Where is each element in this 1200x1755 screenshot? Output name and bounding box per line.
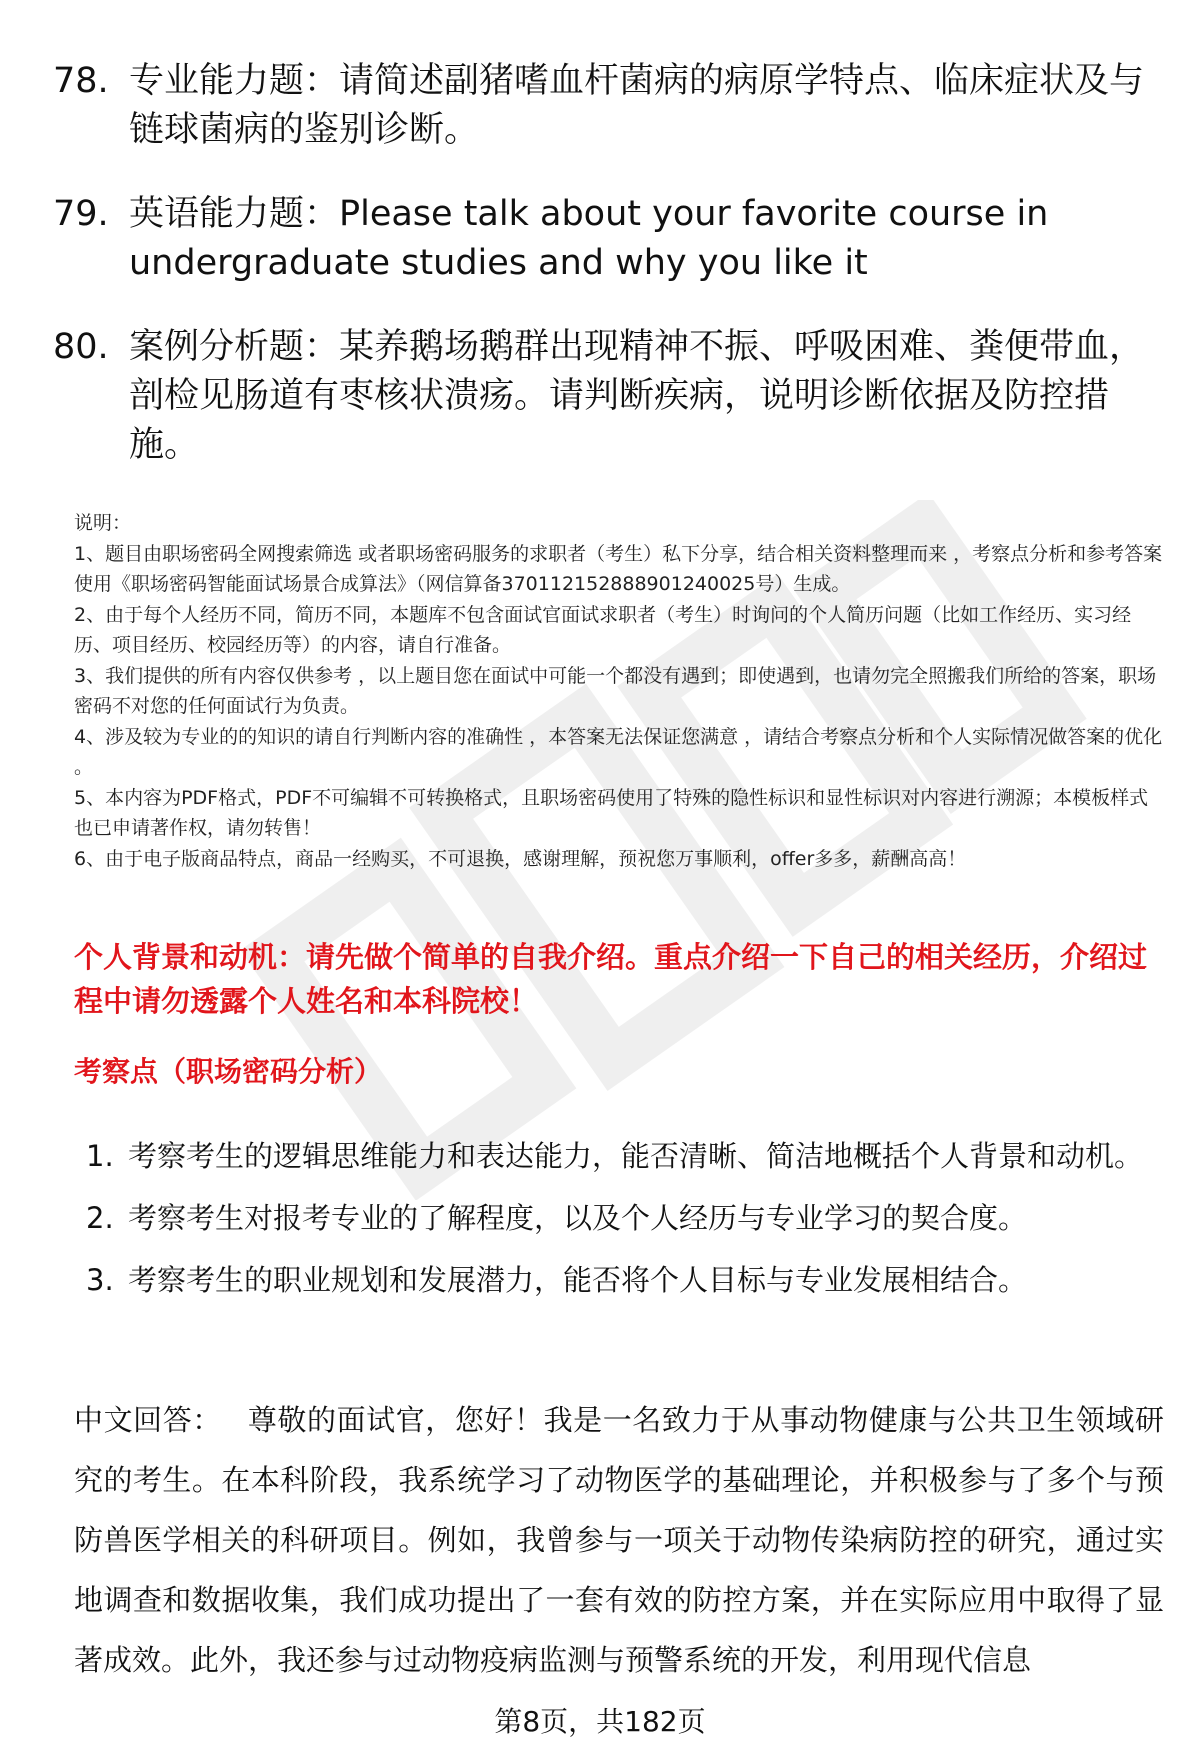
answer-text: 尊敬的面试官，您好！我是一名致力于从事动物健康与公共卫生领域研究的考生。在本科阶段，我系统学习了动物医学的基础理论，并积极参与了多个与预防兽医学相关的科研项目。例如，我曾参与一项关于动物传染病防控的研究，通过实地调查和数据收集，我们成功提出了一套有效的防控方案，并在实际应用中取得了显著成效。此外，我还参与过动物疫病监测与预警系统的开发，利用现代信息 <box>74 1403 1164 1677</box>
kaochadian-heading: 考察点（职场密码分析） <box>74 1055 383 1088</box>
question-text: 专业能力题：请简述副猪嗜血杆菌病的病原学特点、临床症状及与链球菌病的鉴别诊断。 <box>129 61 1145 150</box>
question-text: 案例分析题：某养鹅场鹅群出现精神不振、呼吸困难、粪便带血，剖检见肠道有枣核状溃疡。请判断疾病，说明诊断依据及防控措施。 <box>129 327 1145 465</box>
question-78 <box>53 57 1153 155</box>
note-item: 3、我们提供的所有内容仅供参考 ，以上题目您在面试中可能一个都没有遇到；即使遇到，也请勿完全照搬我们所给的答案，职场密码不对您的任何面试行为负责。 <box>74 664 1157 717</box>
list-item <box>86 1187 1146 1249</box>
question-80 <box>53 323 1153 470</box>
question-number: 80. <box>53 327 109 367</box>
interview-question-heading: 个人背景和动机：请先做个简单的自我介绍。重点介绍一下自己的相关经历，介绍过程中请勿透露个人姓名和本科院校！ <box>74 940 1148 1018</box>
list-number: 1. <box>86 1139 114 1173</box>
note-item: 1、题目由职场密码全网搜索筛选 或者职场密码服务的求职者（考生）私下分享，结合相关资料整理而来 ，考察点分析和参考答案使用《职场密码智能面试场景合成算法》（网信算备370112152888901240025号）生成。 <box>74 542 1163 595</box>
notes-section <box>74 508 1164 874</box>
answer-label: 中文回答： <box>74 1403 222 1437</box>
question-number: 79. <box>53 194 109 234</box>
list-number: 2. <box>86 1201 114 1235</box>
kaochadian-list <box>86 1125 1146 1311</box>
question-text: 英语能力题：Please talk about your favorite course in undergraduate studies and why you like it <box>129 194 1049 283</box>
note-item: 6、由于电子版商品特点，商品一经购买，不可退换，感谢理解，预祝您万事顺利，offer多多，薪酬高高！ <box>74 847 967 870</box>
list-number: 3. <box>86 1263 114 1297</box>
list-text: 考察考生的职业规划和发展潜力，能否将个人目标与专业发展相结合。 <box>128 1263 1028 1297</box>
notes-title: 说明： <box>74 512 132 534</box>
list-item <box>86 1125 1146 1187</box>
question-number: 78. <box>53 61 109 101</box>
list-text: 考察考生对报考专业的了解程度，以及个人经历与专业学习的契合度。 <box>128 1201 1028 1235</box>
note-item: 5、本内容为PDF格式，PDF不可编辑不可转换格式，且职场密码使用了特殊的隐性标识和显性标识对内容进行溯源；本模板样式也已申请著作权，请勿转售！ <box>74 786 1149 839</box>
note-item: 2、由于每个人经历不同，简历不同，本题库不包含面试官面试求职者（考生）时询问的个人简历问题（比如工作经历、实习经历、项目经历、校园经历等）的内容，请自行准备。 <box>74 603 1132 656</box>
page-number: 第8页，共182页 <box>494 1705 706 1738</box>
answer-paragraph <box>74 1390 1164 1690</box>
list-text: 考察考生的逻辑思维能力和表达能力，能否清晰、简洁地概括个人背景和动机。 <box>128 1139 1144 1173</box>
question-79 <box>53 190 1153 288</box>
note-item: 4、涉及较为专业的的知识的请自行判断内容的准确性 ，本答案无法保证您满意 ，请结合考察点分析和个人实际情况做答案的优化 。 <box>74 725 1163 778</box>
list-item <box>86 1249 1146 1311</box>
